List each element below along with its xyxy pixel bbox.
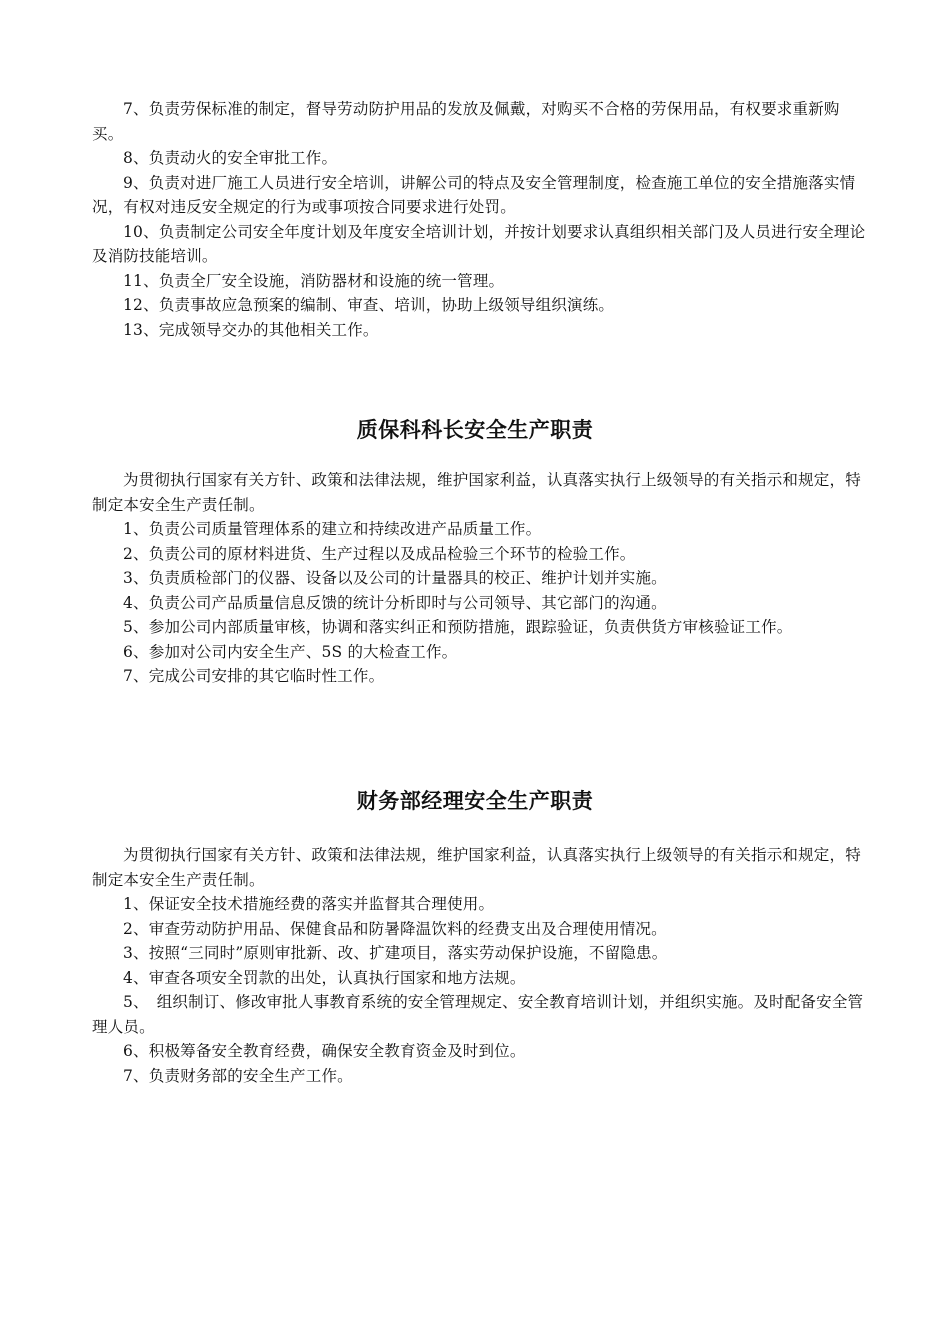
duty-item: 7、负责财务部的安全生产工作。	[123, 1066, 353, 1085]
duty-item-12: 12、负责事故应急预案的编制、审查、培训，协助上级领导组织演练。	[123, 296, 615, 314]
duty-item: 3、负责质检部门的仪器、设备以及公司的计量器具的校正、维护计划并实施。	[123, 569, 667, 587]
duty-item: 2、负责公司的原材料进货、生产过程以及成品检验三个环节的检验工作。	[123, 544, 636, 563]
duty-item: 4、负责公司产品质量信息反馈的统计分析即时与公司领导、其它部门的沟通。	[123, 593, 667, 612]
duty-item: 6、参加对公司内安全生产、5S 的大检查工作。	[123, 642, 458, 661]
duty-item: 5、参加公司内部质量审核，协调和落实纠正和预防措施，跟踪验证，负责供货方审核验证工作。	[123, 618, 793, 636]
section-intro: 为贯彻执行国家有关方针、政策和法律法规，维护国家利益，认真落实执行上级领导的有关指示和规定，特制定本安全生产责任制。	[92, 846, 861, 889]
duty-item-8: 8、负责动火的安全审批工作。	[123, 149, 338, 167]
section-title-finance-manager: 财务部经理安全生产职责	[356, 789, 594, 813]
section-quality-chief	[92, 468, 868, 689]
section-title-quality-chief: 质保科科长安全生产职责	[356, 418, 594, 442]
duty-item: 2、审查劳动防护用品、保健食品和防暑降温饮料的经费支出及合理使用情况。	[123, 919, 667, 938]
section-safety-duties-continued	[92, 97, 868, 342]
duty-item: 1、保证安全技术措施经费的落实并监督其合理使用。	[123, 895, 495, 913]
duty-item: 6、积极筹备安全教育经费，确保安全教育资金及时到位。	[123, 1042, 526, 1060]
duty-item-11: 11、负责全厂安全设施，消防器材和设施的统一管理。	[123, 271, 505, 290]
duty-item: 4、审查各项安全罚款的出处，认真执行国家和地方法规。	[123, 968, 526, 987]
section-finance-manager	[92, 843, 868, 1088]
duty-item: 7、完成公司安排的其它临时性工作。	[123, 667, 385, 685]
duty-item: 3、按照“三同时”原则审批新、改、扩建项目，落实劳动保护设施，不留隐患。	[123, 944, 668, 962]
duty-item-7: 7、负责劳保标准的制定，督导劳动防护用品的发放及佩戴，对购买不合格的劳保用品，有权要求重新购买。	[92, 100, 840, 143]
section-intro: 为贯彻执行国家有关方针、政策和法律法规，维护国家利益，认真落实执行上级领导的有关指示和规定，特制定本安全生产责任制。	[92, 471, 861, 514]
duty-item-10: 10、负责制定公司安全年度计划及年度安全培训计划，并按计划要求认真组织相关部门及人员进行安全理论及消防技能培训。	[92, 222, 866, 265]
duty-item-9: 9、负责对进厂施工人员进行安全培训，讲解公司的特点及安全管理制度，检查施工单位的安全措施落实情况，有权对违反安全规定的行为或事项按合同要求进行处罚。	[92, 173, 856, 216]
duty-item-13: 13、完成领导交办的其他相关工作。	[123, 320, 379, 339]
duty-item: 1、负责公司质量管理体系的建立和持续改进产品质量工作。	[123, 520, 542, 538]
duty-item: 5、 组织制订、修改审批人事教育系统的安全管理规定、安全教育培训计划，并组织实施。及时配备安全管理人员。	[92, 993, 864, 1036]
